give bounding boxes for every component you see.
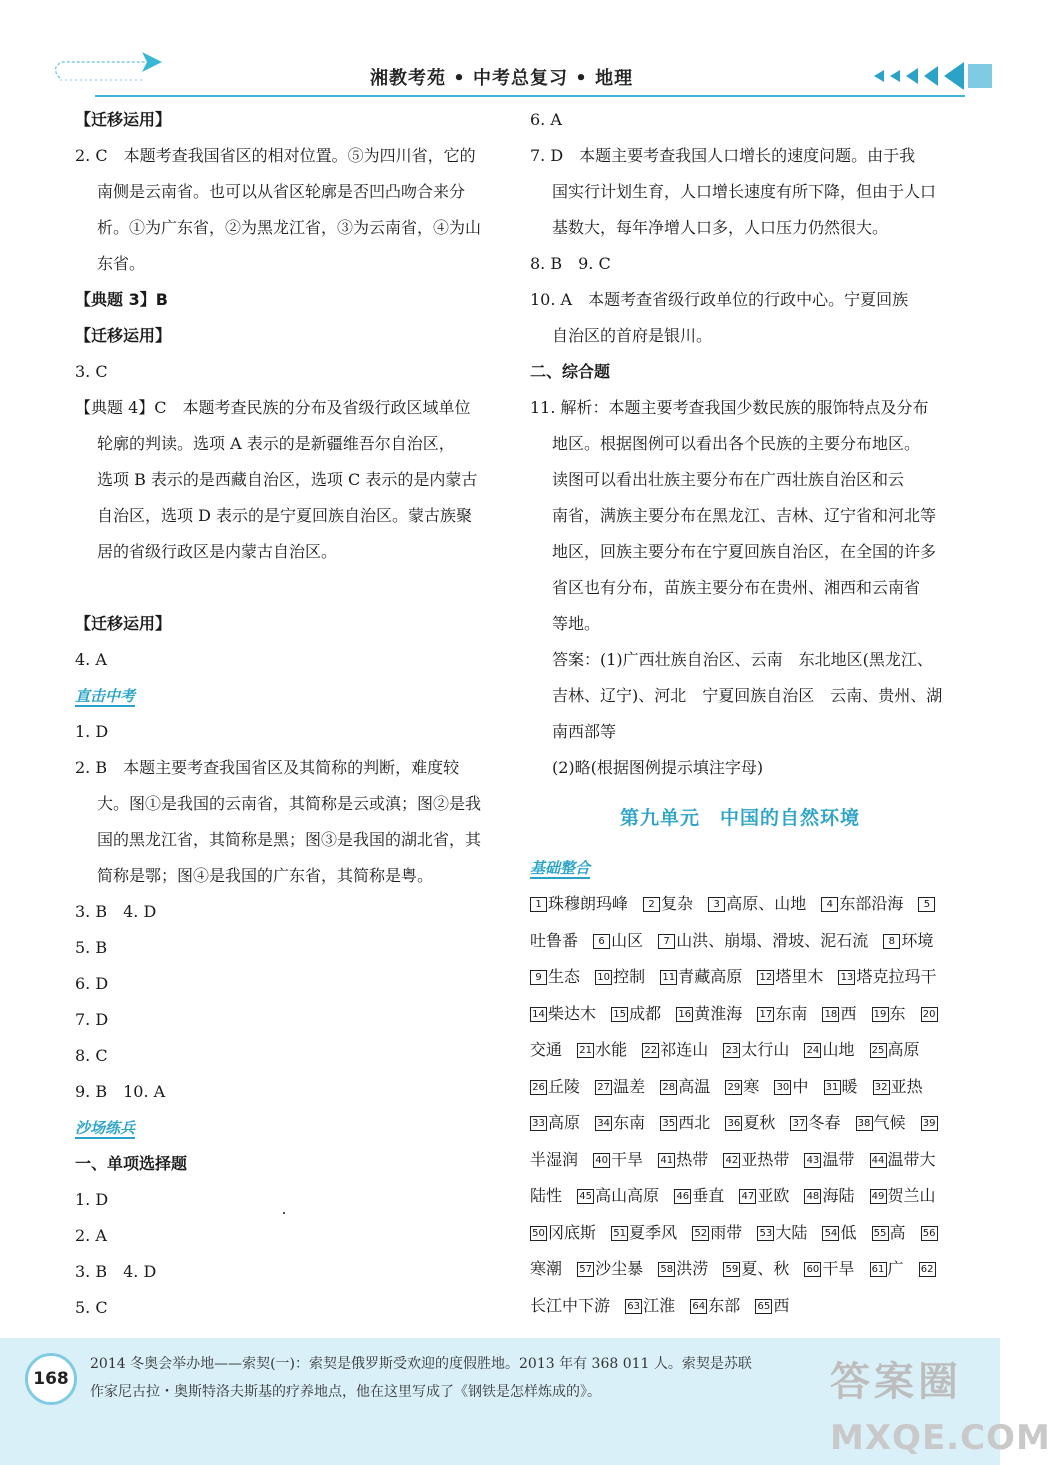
- fill-answer: [577, 1259, 643, 1278]
- answer-text: 祁连山: [660, 1040, 709, 1059]
- answer-line: 8. B 9. C: [530, 254, 611, 273]
- answer-text: 亚热带: [741, 1149, 790, 1169]
- answer-number: 61: [870, 1262, 887, 1277]
- footer-note: [90, 1350, 890, 1406]
- answer-line: 2. C 本题考查我国省区的相对位置。⑤为四川省，它的: [75, 146, 476, 165]
- fill-answer: [692, 1223, 742, 1242]
- fill-answer: [804, 1259, 854, 1278]
- answer-text: 夏秋: [743, 1113, 776, 1132]
- answer-text: 西北: [678, 1113, 711, 1132]
- answer-number: 41: [658, 1153, 675, 1168]
- fill-answer: [723, 1040, 789, 1059]
- answer-text: 夏季风: [629, 1222, 678, 1242]
- fill-answer: [593, 1150, 643, 1169]
- answer-number: 65: [755, 1299, 772, 1314]
- answer-number: 53: [757, 1226, 774, 1241]
- answer-text: 洪涝: [676, 1259, 709, 1278]
- answer-line: 10. A 本题考查省级行政单位的行政中心。宁夏回族: [530, 290, 909, 309]
- answer-text: 东: [889, 1003, 906, 1023]
- answer-number: 9: [530, 970, 547, 985]
- answer-text: 塔里木: [775, 967, 824, 986]
- answer-text: 寒潮: [530, 1259, 563, 1278]
- answer-text: 西: [773, 1295, 790, 1315]
- answer-number: 52: [692, 1226, 709, 1241]
- answer-number: 19: [872, 1007, 889, 1022]
- answer-text: 温带: [822, 1149, 855, 1169]
- answer-line: 南侧是云南省。也可以从省区轮廓是否凹凸吻合来分: [97, 182, 466, 201]
- answer-text: 贺兰山: [887, 1186, 936, 1205]
- answer-number: 16: [676, 1007, 693, 1022]
- answer-text: 长江中下游: [530, 1295, 611, 1315]
- fill-answer: [530, 967, 580, 986]
- answer-line: 基数大，每年净增人口多，人口压力仍然很大。: [552, 218, 889, 237]
- answer-number: 5: [918, 897, 935, 912]
- answer-line: 东省。: [97, 254, 146, 273]
- fill-answer: [660, 1077, 710, 1096]
- fill-answer: [676, 1004, 742, 1023]
- spacer: [75, 570, 495, 606]
- fill-answer: [725, 1113, 775, 1132]
- answer-text: 高: [889, 1222, 906, 1242]
- answer-number: 40: [593, 1153, 610, 1168]
- answer-number: 26: [530, 1080, 547, 1095]
- answer-number: 42: [723, 1153, 740, 1168]
- answer-number: 20: [921, 1007, 938, 1022]
- fill-answer: [660, 967, 742, 986]
- answer-line: 5. B: [75, 938, 108, 957]
- fill-answer: [530, 1223, 596, 1242]
- answer-number: 31: [824, 1080, 841, 1095]
- answer-number: 14: [530, 1007, 547, 1022]
- watermark-url: MXQE.COM: [830, 1418, 1051, 1458]
- answer-line: 自治区，选项 D 表示的是宁夏回族自治区。蒙古族聚: [97, 506, 473, 525]
- section-label: 【迁移运用】: [75, 110, 172, 129]
- answer-line: 国实行计划生育，人口增长速度有所下降，但由于人口: [552, 182, 937, 201]
- answer-text: 亚欧: [757, 1186, 790, 1205]
- answer-text: 生态: [548, 967, 581, 986]
- fill-answer: [708, 894, 806, 913]
- answer-number: 39: [921, 1116, 938, 1131]
- fill-answer: [804, 1186, 854, 1205]
- fill-answer: [755, 1296, 789, 1315]
- answer-number: 10: [595, 970, 612, 985]
- page-header: [0, 0, 1000, 100]
- fill-answer: [595, 1113, 645, 1132]
- answer-number: 33: [530, 1116, 547, 1131]
- answer-number: 1: [530, 897, 547, 912]
- fill-answer: [690, 1296, 740, 1315]
- fill-answer: [642, 1040, 708, 1059]
- answer-text: 高原: [887, 1040, 920, 1059]
- answer-text: 寒: [743, 1076, 760, 1096]
- answer-text: 垂直: [692, 1186, 725, 1205]
- answer-text: 交通: [530, 1040, 563, 1059]
- fill-answer: [530, 894, 628, 913]
- answer-number: 25: [870, 1043, 887, 1058]
- answer-number: 29: [725, 1080, 742, 1095]
- answer-text: 干旱: [822, 1259, 855, 1278]
- answer-text: 暖: [841, 1076, 858, 1096]
- answer-number: 49: [870, 1189, 887, 1204]
- fill-answer: [739, 1186, 789, 1205]
- answer-number: 60: [804, 1262, 821, 1277]
- fill-answer: [804, 1040, 854, 1059]
- answer-line: 【典题 4】C 本题考查民族的分布及省级行政区域单位: [75, 398, 471, 417]
- answer-line: 9. B 10. A: [75, 1082, 166, 1101]
- answer-line: 析。①为广东省，②为黑龙江省，③为云南省，④为山: [97, 218, 482, 237]
- section-label: 一、单项选择题: [75, 1154, 188, 1173]
- answer-number: 15: [611, 1007, 628, 1022]
- answer-number: 47: [739, 1189, 756, 1204]
- fill-answer: [643, 894, 693, 913]
- answer-line: 南省，满族主要分布在黑龙江、吉林、辽宁省和河北等: [552, 506, 937, 525]
- answer-text: 成都: [629, 1003, 662, 1023]
- section-label: 二、综合题: [530, 362, 611, 381]
- section-heading: 沙场练兵: [75, 1119, 136, 1137]
- answer-text: 山洪、崩塌、滑坡、泥石流: [676, 930, 869, 950]
- fill-answer: [723, 1150, 789, 1169]
- answer-text: 高原、山地: [726, 894, 807, 913]
- answer-number: 54: [822, 1226, 839, 1241]
- answer-line: 1. D: [75, 722, 109, 741]
- answer-text: 山区: [611, 930, 644, 950]
- section-label: 【迁移运用】: [75, 614, 172, 633]
- answer-text: 东部: [708, 1295, 741, 1315]
- answer-line: 等地。: [552, 614, 601, 633]
- answer-number: 46: [674, 1189, 691, 1204]
- fill-answer: [757, 967, 823, 986]
- triangles-icon: [872, 62, 992, 92]
- answer-number: 43: [804, 1153, 821, 1168]
- answer-text: 吐鲁番: [530, 930, 579, 950]
- answer-text: 雨带: [710, 1222, 743, 1242]
- fill-answer: [611, 1223, 677, 1242]
- answer-text: 江淮: [643, 1295, 676, 1315]
- answer-number: 57: [577, 1262, 594, 1277]
- answer-number: 32: [873, 1080, 890, 1095]
- answer-number: 24: [804, 1043, 821, 1058]
- fill-answer: [611, 1004, 661, 1023]
- fill-answer: [658, 931, 868, 950]
- answer-text: 控制: [613, 967, 646, 986]
- answer-number: 37: [790, 1116, 807, 1131]
- answer-text: 山地: [822, 1040, 855, 1059]
- section-label: 【典题 3】B: [75, 290, 168, 309]
- answer-text: 低: [840, 1222, 857, 1242]
- spacer: [530, 836, 950, 850]
- answer-text: 冬春: [808, 1113, 841, 1132]
- fill-answer: [757, 1004, 807, 1023]
- fill-answer: [658, 1259, 708, 1278]
- fill-answer: [873, 1077, 923, 1096]
- answer-number: 22: [642, 1043, 659, 1058]
- answer-text: 高原: [548, 1113, 581, 1132]
- fill-answer: [593, 931, 643, 950]
- fill-answer: [838, 967, 936, 986]
- answer-text: 夏、秋: [741, 1259, 790, 1278]
- answer-line: 7. D: [75, 1010, 109, 1029]
- answer-number: 59: [723, 1262, 740, 1277]
- header-divider: [95, 95, 965, 97]
- answer-text: 西: [840, 1003, 857, 1023]
- answer-number: 48: [804, 1189, 821, 1204]
- answer-line: 国的黑龙江省，其简称是黑；图③是我国的湖北省，其: [97, 830, 482, 849]
- answer-text: 温差: [613, 1076, 646, 1096]
- section-heading: 基础整合: [530, 859, 591, 877]
- fill-answer: [822, 1004, 856, 1023]
- fill-answer: [658, 1150, 708, 1169]
- answer-line: 11. 解析：本题主要考查我国少数民族的服饰特点及分布: [530, 398, 929, 417]
- answer-line: 答案：(1)广西壮族自治区、云南 东北地区(黑龙江、: [552, 650, 933, 669]
- answer-number: 63: [625, 1299, 642, 1314]
- answer-text: 冈底斯: [548, 1222, 597, 1242]
- fill-answer: [774, 1077, 808, 1096]
- answer-text: 中: [792, 1076, 809, 1096]
- answer-number: 28: [660, 1080, 677, 1095]
- unit-title: 第九单元 中国的自然环境: [619, 807, 860, 829]
- answer-number: 17: [757, 1007, 774, 1022]
- fill-answer: [870, 1040, 920, 1059]
- answer-line: 7. D 本题主要考查我国人口增长的速度问题。由于我: [530, 146, 916, 165]
- fill-answer: [883, 931, 933, 950]
- fill-answer: [530, 1077, 580, 1096]
- answer-text: 高温: [678, 1076, 711, 1096]
- answer-line: 轮廓的判读。选项 A 表示的是新疆维吾尔自治区，: [97, 434, 455, 453]
- answer-line: (2)略(根据图例提示填注字母): [552, 758, 764, 777]
- answer-text: 气候: [873, 1113, 906, 1132]
- answer-text: 半湿润: [530, 1149, 579, 1169]
- answer-text: 东南: [775, 1003, 808, 1023]
- fill-answer: [870, 1259, 904, 1278]
- answer-line: 3. C: [75, 362, 108, 381]
- fill-answer: [804, 1150, 854, 1169]
- answer-text: 东南: [613, 1113, 646, 1132]
- page-number: 168: [25, 1353, 77, 1405]
- spacer: [530, 786, 950, 800]
- answer-number: 11: [660, 970, 677, 985]
- answer-text: 复杂: [661, 894, 694, 913]
- answer-line: 1. D: [75, 1190, 109, 1209]
- answer-line: 吉林、辽宁)、河北 宁夏回族自治区 云南、贵州、湖: [552, 686, 943, 705]
- answer-text: 高山高原: [595, 1186, 660, 1205]
- answer-number: 23: [723, 1043, 740, 1058]
- section-label: 【迁移运用】: [75, 326, 172, 345]
- stray-dot: [283, 1212, 285, 1214]
- fill-answer: [824, 1077, 858, 1096]
- answer-text: 太行山: [741, 1040, 790, 1059]
- answer-text: 热带: [676, 1149, 709, 1169]
- answer-text: 青藏高原: [678, 967, 743, 986]
- fill-answer: [625, 1296, 675, 1315]
- answer-text: 沙尘暴: [595, 1259, 644, 1278]
- answer-line: 简称是鄂；图④是我国的广东省，其简称是粤。: [97, 866, 434, 885]
- fill-answers: [530, 886, 950, 1324]
- answer-number: 51: [611, 1226, 628, 1241]
- fill-answer: [723, 1259, 789, 1278]
- section-heading: 直击中考: [75, 687, 136, 705]
- answer-text: 大陆: [775, 1222, 808, 1242]
- fill-answer: [595, 1077, 645, 1096]
- left-column: [75, 102, 495, 1326]
- answer-line: 地区。根据图例可以看出各个民族的主要分布地区。: [552, 434, 921, 453]
- answer-line: 大。图①是我国的云南省，其简称是云或滇；图②是我: [97, 794, 482, 813]
- answer-number: 8: [883, 934, 900, 949]
- fill-answer: [856, 1113, 906, 1132]
- answer-text: 干旱: [611, 1149, 644, 1169]
- answer-number: 4: [821, 897, 838, 912]
- answer-text: 水能: [595, 1040, 628, 1059]
- fill-answer: [577, 1040, 627, 1059]
- answer-line: 选项 B 表示的是西藏自治区，选项 C 表示的是内蒙古: [97, 470, 478, 489]
- answer-line: 6. D: [75, 974, 109, 993]
- fill-answer: [530, 1113, 580, 1132]
- answer-line: 3. B 4. D: [75, 1262, 157, 1281]
- watermark: [810, 1350, 1051, 1465]
- fill-answer: [530, 1004, 596, 1023]
- answer-text: 广: [887, 1259, 904, 1278]
- answer-text: 温带大陆性: [530, 1149, 936, 1205]
- answer-number: 34: [595, 1116, 612, 1131]
- answer-number: 55: [872, 1226, 889, 1241]
- answer-line: 2. A: [75, 1226, 107, 1245]
- answer-line: 读图可以看出壮族主要分布在广西壮族自治区和云: [552, 470, 905, 489]
- answer-text: 塔克拉玛干: [856, 967, 937, 986]
- answer-number: 38: [856, 1116, 873, 1131]
- fill-answer: [822, 1223, 856, 1242]
- answer-number: 58: [658, 1262, 675, 1277]
- answer-text: 东部沿海: [839, 894, 904, 913]
- fill-answer: [790, 1113, 840, 1132]
- answer-number: 21: [577, 1043, 594, 1058]
- answer-number: 3: [708, 897, 725, 912]
- answer-line: 南西部等: [552, 722, 617, 741]
- answer-line: 自治区的首府是银川。: [552, 326, 713, 345]
- answer-number: 18: [822, 1007, 839, 1022]
- footer-line: 作家尼古拉・奥斯特洛夫斯基的疗养地点，他在这里写成了《钢铁是怎样炼成的》。: [90, 1384, 601, 1400]
- answer-line: 5. C: [75, 1298, 108, 1317]
- fill-answer: [872, 1223, 906, 1242]
- arrow-icon: [50, 48, 170, 88]
- answer-text: 黄淮海: [694, 1003, 743, 1023]
- answer-line: 2. B 本题主要考查我国省区及其简称的判断，难度较: [75, 758, 460, 777]
- answer-number: 27: [595, 1080, 612, 1095]
- fill-answer: [872, 1004, 906, 1023]
- answer-line: 3. B 4. D: [75, 902, 157, 921]
- answer-number: 30: [774, 1080, 791, 1095]
- answer-line: 4. A: [75, 650, 107, 669]
- answer-number: 62: [919, 1262, 936, 1277]
- answer-number: 64: [690, 1299, 707, 1314]
- answer-text: 柴达木: [548, 1003, 597, 1023]
- answer-number: 45: [577, 1189, 594, 1204]
- answer-number: 56: [921, 1226, 938, 1241]
- footer-line: 2014 冬奥会举办地——索契(一)：索契是俄罗斯受欢迎的度假胜地。2013 年有 368 011 人。索契是苏联: [90, 1356, 752, 1372]
- answer-number: 36: [725, 1116, 742, 1131]
- fill-answer: [577, 1186, 659, 1205]
- answer-text: 丘陵: [548, 1076, 581, 1096]
- header-title: 湘教考苑 • 中考总复习 • 地理: [370, 68, 634, 89]
- answer-number: 44: [870, 1153, 887, 1168]
- watermark-logo: 答案圈: [830, 1359, 962, 1405]
- answer-line: 6. A: [530, 110, 562, 129]
- answer-number: 50: [530, 1226, 547, 1241]
- answer-line: 省区也有分布，苗族主要分布在贵州、湘西和云南省: [552, 578, 921, 597]
- fill-answer: [725, 1077, 759, 1096]
- fill-answer: [660, 1113, 710, 1132]
- fill-answer: [821, 894, 903, 913]
- answer-line: 居的省级行政区是内蒙古自治区。: [97, 542, 338, 561]
- answer-number: 7: [658, 934, 675, 949]
- answer-number: 6: [593, 934, 610, 949]
- right-column: [530, 102, 950, 1324]
- answer-text: 亚热: [890, 1076, 923, 1096]
- answer-line: 地区，回族主要分布在宁夏回族自治区，在全国的许多: [552, 542, 937, 561]
- answer-number: 35: [660, 1116, 677, 1131]
- answer-text: 海陆: [822, 1186, 855, 1205]
- answer-number: 2: [643, 897, 660, 912]
- answer-text: 环境: [901, 930, 934, 950]
- fill-answer: [870, 1186, 936, 1205]
- answer-number: 13: [838, 970, 855, 985]
- answer-text: 珠穆朗玛峰: [548, 894, 629, 913]
- fill-answer: [595, 967, 645, 986]
- answer-line: 8. C: [75, 1046, 108, 1065]
- fill-answer: [674, 1186, 724, 1205]
- answer-number: 12: [757, 970, 774, 985]
- fill-answer: [757, 1223, 807, 1242]
